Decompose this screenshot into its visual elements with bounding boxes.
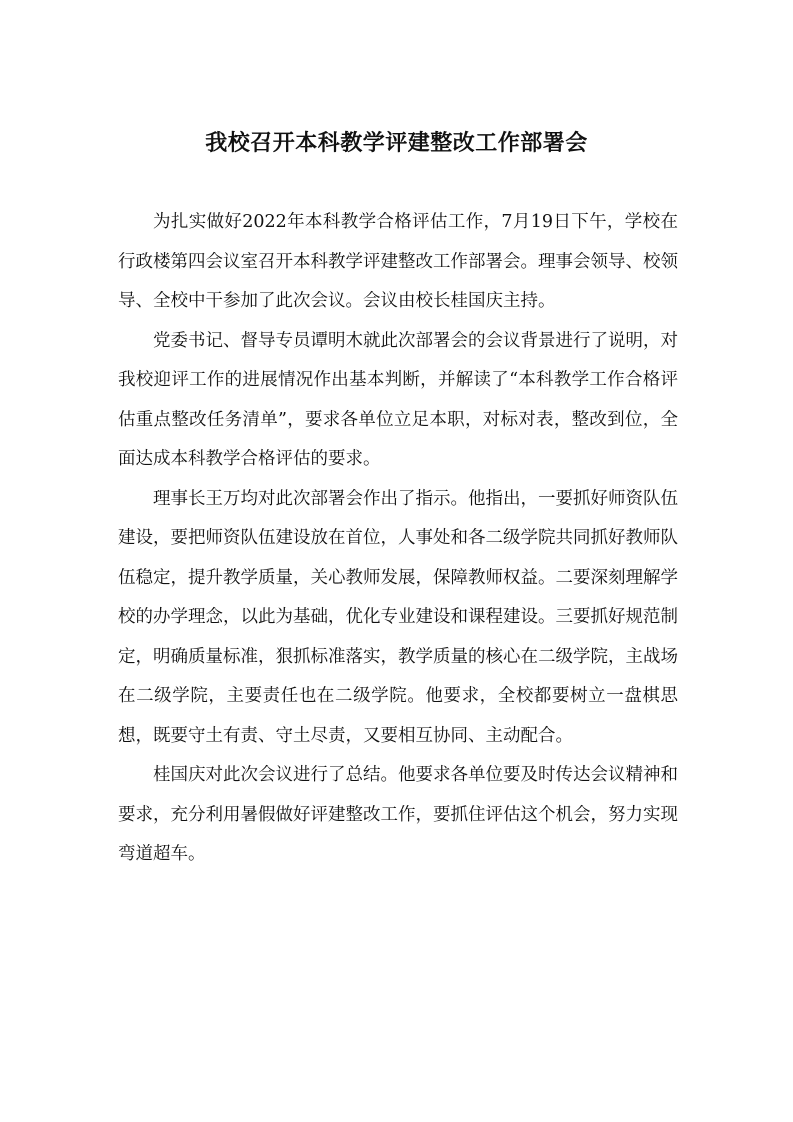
paragraph-2: 党委书记、督导专员谭明木就此次部署会的会议背景进行了说明，对我校迎评工作的进展情况作出基本判断，并解读了“本科教学工作合格评估重点整改任务清单”，要求各单位立足本职，对标对表，整改到位，全面达成本科教学合格评估的要求。 xyxy=(118,330,678,469)
paragraph-3: 理事长王万均对此次部署会作出了指示。他指出，一要抓好师资队伍建设，要把师资队伍建设放在首位，人事处和各二级学院共同抓好教师队伍稳定，提升教学质量，关心教师发展，保障教师权益。二要深刻理解学校的办学理念，以此为基础，优化专业建设和课程建设。三要抓好规范制定，明确质量标准，狠抓标准落实，教学质量的核心在二级学院，主战场在二级学院，主要责任也在二级学院。他要求，全校都要树立一盘棋思想，既要守土有责、守土尽责，又要相互协同、主动配合。 xyxy=(118,488,678,746)
paragraph-4: 桂国庆对此次会议进行了总结。他要求各单位要及时传达会议精神和要求，充分利用暑假做好评建整改工作，要抓住评估这个机会，努力实现弯道超车。 xyxy=(118,765,678,864)
paragraph-1: 为扎实做好2022年本科教学合格评估工作，7月19日下午，学校在行政楼第四会议室召开本科教学评建整改工作部署会。理事会领导、校领导、全校中干参加了此次会议。会议由校长桂国庆主持。 xyxy=(118,212,678,311)
document-body xyxy=(118,203,678,875)
document-title: 我校召开本科教学评建整改工作部署会 xyxy=(205,131,588,156)
